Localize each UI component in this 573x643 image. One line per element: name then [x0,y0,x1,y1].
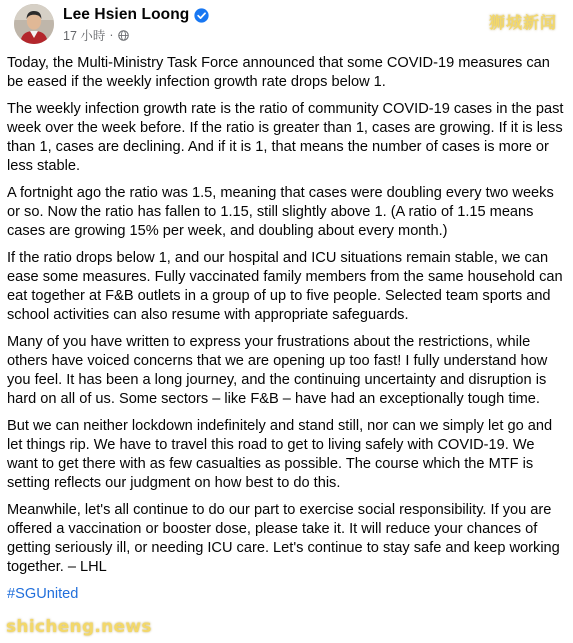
meta-separator: · [109,28,114,42]
hashtag-link[interactable]: #SGUnited [7,586,79,602]
avatar-portrait-icon [14,4,54,44]
post-paragraph: Many of you have written to express your frustrations about the restrictions, while others have voiced concerns that we are opening up too fast! I fully understand how you feel. It has been a long journey, and the continuing uncertainty and disruption is hard on all of us. Some sectors – like F&B – have had an exceptionally tough time. [7,334,548,407]
watermark-bottom: shicheng.news [6,617,152,637]
post-paragraph: The weekly infection growth rate is the ratio of community COVID-19 cases in the past week over the week before. If the ratio is greater than 1, cases are growing. If it is less than 1, cases are declining. And if it is 1, that means the number of cases is more or less stable. [7,101,564,174]
author-avatar[interactable] [14,4,54,44]
post-paragraph: A fortnight ago the ratio was 1.5, meaning that cases were doubling every two weeks or so. Now the ratio has fallen to 1.15, still slightly above 1. (A ratio of 1.15 means cases are growing 15% per week, and doubling about every month.) [7,185,554,239]
post-paragraph: If the ratio drops below 1, and our hospital and ICU situations remain stable, we can ease some measures. Fully vaccinated family members from the same household can eat together at F&B outlets in a group of up to five people. Selected team sports and school activities can also resume with appropriate safeguards. [7,250,563,323]
post-paragraph: But we can neither lockdown indefinitely and stand still, nor can we simply let go and let things rip. We have to travel this road to get to living safely with COVID-19. We want to get there with as few casualties as possible. The course which the MTF is setting reflects our judgment on how best to do this. [7,418,553,491]
author-name[interactable]: Lee Hsien Loong [63,6,190,23]
post-paragraph: Meanwhile, let's all continue to do our part to exercise social responsibility. If you are offered a vaccination or booster dose, please take it. It will reduce your chances of getting seriously ill, or needing ICU care. Let's continue to stay safe and keep working together. – LHL [7,502,560,575]
verified-badge-icon [194,8,209,23]
post-timestamp[interactable]: 17 小時 [63,29,106,43]
watermark-top: 狮城新闻 [488,13,557,32]
post-meta [63,27,129,43]
post-header [7,0,567,50]
post-paragraph: Today, the Multi-Ministry Task Force announced that some COVID-19 measures can be eased if the weekly infection growth rate drops below 1. [7,55,550,90]
author-row [63,5,209,25]
globe-icon [118,30,129,41]
post-body [7,54,567,612]
